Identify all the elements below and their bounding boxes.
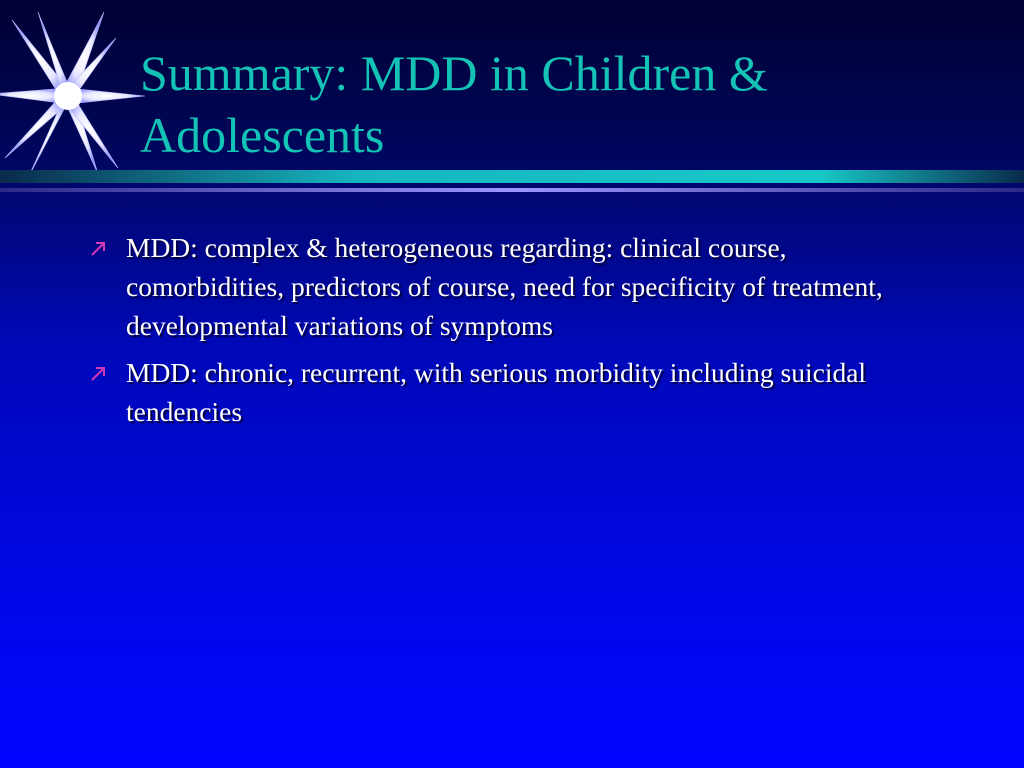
bullet-list	[88, 228, 888, 439]
northeast-arrow-icon	[88, 364, 108, 384]
bullet-text: MDD: complex & heterogeneous regarding: clinical course, comorbidities, predictors of course, need for specificity of treatment, developmental variations of symptoms	[126, 232, 883, 341]
bullet-item	[88, 353, 888, 431]
title-divider	[0, 170, 1024, 200]
slide-title: Summary: MDD in Children & Adolescents	[140, 45, 768, 163]
northeast-arrow-icon	[88, 239, 108, 259]
starburst-icon	[0, 0, 150, 190]
bullet-item	[88, 228, 888, 345]
bullet-text: MDD: chronic, recurrent, with serious morbidity including suicidal tendencies	[126, 357, 867, 427]
